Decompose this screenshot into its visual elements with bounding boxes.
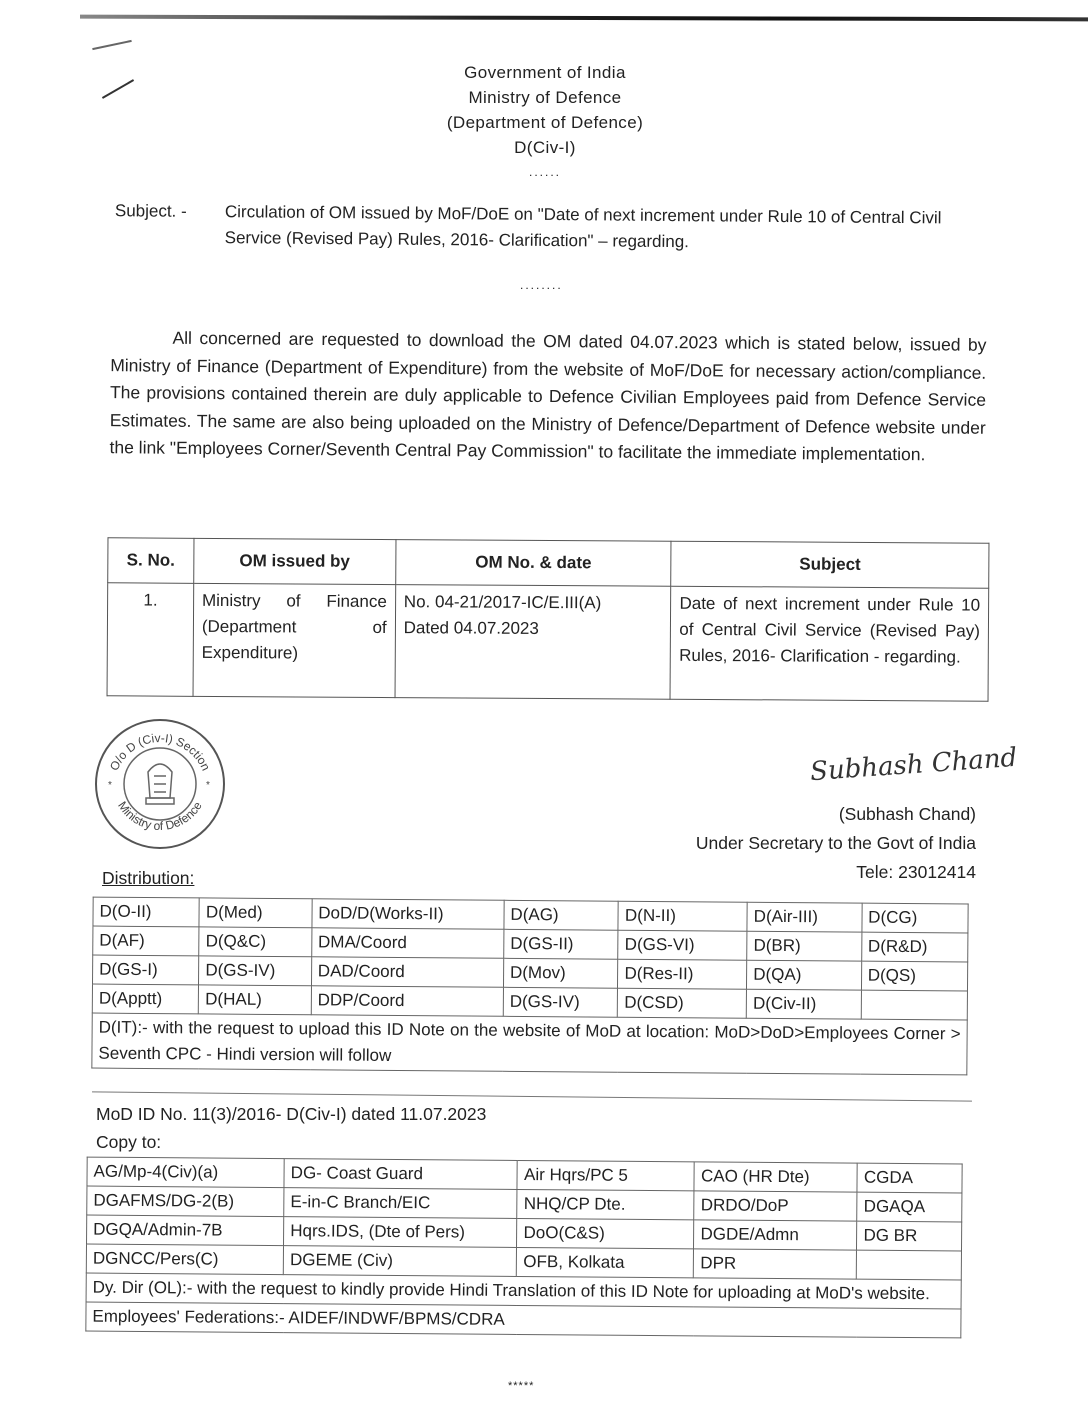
om-number: No. 04-21/2017-IC/E.III(A) [403, 592, 602, 613]
copy-ol-note: Dy. Dir (OL):- with the request to kindly provide Hindi Translation of this ID Note for uploading at MoD's website. [86, 1273, 961, 1309]
dist-cell: D(N-II) [618, 901, 747, 931]
copy-cell: DGEME (Civ) [283, 1246, 517, 1277]
end-stars: ***** [508, 1380, 535, 1392]
distribution-label: Distribution: [102, 868, 195, 888]
copy-to-table [85, 1157, 962, 1339]
pen-mark [92, 40, 132, 50]
scan-edge-line [80, 15, 1088, 22]
dist-cell: D(Apptt) [92, 984, 199, 1014]
copy-cell: DPR [694, 1249, 857, 1279]
copy-cell: DG- Coast Guard [284, 1159, 518, 1190]
dist-cell: D(O-II) [93, 897, 200, 927]
official-seal-icon [92, 716, 228, 852]
dist-cell: D(AF) [93, 926, 200, 956]
copy-cell: DRDO/DoP [694, 1191, 857, 1221]
copy-cell: E-in-C Branch/EIC [284, 1188, 518, 1219]
svg-text:O/o D (Civ-I) Section: O/o D (Civ-I) Section [106, 730, 214, 773]
body-paragraph [109, 324, 986, 469]
subject-text: Circulation of OM issued by MoF/DoE on "Date of next increment under Rule 10 of Central Civil Service (Revised Pay) Rules, 2016- Clarification" – regarding. [224, 202, 942, 252]
cell-issued-by: Ministry of Finance (Department of Expenditure) [193, 583, 396, 697]
col-header-issued-by: OM issued by [194, 538, 396, 584]
col-header-om-no: OM No. & date [395, 540, 671, 587]
copy-cell: CGDA [857, 1163, 962, 1193]
dist-cell: D(GS-I) [93, 955, 200, 985]
svg-text:Ministry of Defence: Ministry of Defence [115, 798, 205, 834]
signer-block [696, 800, 976, 887]
letterhead [380, 60, 710, 185]
copy-cell: Air Hqrs/PC 5 [517, 1160, 694, 1190]
signer-designation: Under Secretary to the Govt of India [695, 833, 976, 853]
subject-dots: ........ [520, 278, 563, 292]
dist-cell: DoD/D(Works-II) [312, 899, 504, 930]
dist-cell: D(GS-II) [504, 929, 619, 959]
body-paragraph-text: All concerned are requested to download the OM dated 04.07.2023 which is stated below, issued by Ministry of Finance (Department of Expenditure) from the website of MoF/DoE for necessary action/compliance. The provisions contained therein are duly applicable to Defence Civilian Employees paid from Defence Service Estimates. The same are also being uploaded on the Ministry of Defence/Department of Defence website under the link "Employees Corner/Seventh Central Pay Commission" to facilitate the immediate implementation. [109, 327, 987, 465]
copy-cell: DG BR [857, 1221, 962, 1251]
dist-cell: D(Res-II) [618, 959, 747, 989]
col-header-sno: S. No. [108, 538, 194, 584]
dist-cell: D(QS) [861, 961, 968, 991]
copy-cell: DGQA/Admin-7B [87, 1215, 284, 1246]
svg-text:*: * [206, 780, 210, 791]
header-ministry: Ministry of Defence [468, 88, 622, 107]
om-table [107, 537, 990, 701]
signer-name: (Subhash Chand) [838, 804, 976, 824]
dist-cell: D(Med) [199, 898, 312, 928]
copy-to-label: Copy to: [96, 1132, 162, 1152]
copy-cell: DGAFMS/DG-2(B) [87, 1186, 284, 1217]
copy-cell: AG/Mp-4(Civ)(a) [87, 1157, 284, 1188]
table-row [86, 1302, 961, 1338]
header-section: D(Civ-I) [514, 138, 576, 157]
table-row [92, 1013, 967, 1075]
copy-cell [857, 1250, 962, 1280]
om-table-header-row [108, 538, 989, 588]
dist-cell: D(HAL) [199, 985, 312, 1015]
dist-cell: D(GS-VI) [618, 930, 747, 960]
header-dots: ...... [528, 165, 561, 179]
dist-cell [861, 990, 968, 1020]
dist-cell: D(GS-IV) [503, 987, 618, 1017]
dist-cell: D(Civ-II) [746, 989, 861, 1019]
id-note-number: MoD ID No. 11(3)/2016- D(Civ-I) dated 11.07.2023 [96, 1104, 487, 1124]
copy-cell: CAO (HR Dte) [694, 1162, 857, 1192]
copy-cell: Hqrs.IDS, (Dte of Pers) [284, 1217, 518, 1248]
id-note-block [96, 1100, 486, 1156]
dist-cell: DDP/Coord [311, 986, 503, 1017]
dist-cell: D(CG) [862, 903, 969, 933]
subject-block [114, 198, 995, 252]
copy-cell: DGNCC/Pers(C) [86, 1244, 283, 1275]
svg-text:*: * [108, 780, 112, 791]
dist-cell: D(R&D) [861, 932, 968, 962]
dist-cell: D(CSD) [618, 988, 747, 1018]
dist-cell: D(GS-IV) [199, 956, 312, 986]
dist-cell: D(AG) [504, 900, 619, 930]
signature: Subhash Chand [809, 742, 1019, 788]
cell-sno: 1. [107, 583, 194, 697]
col-header-subject: Subject [671, 541, 989, 588]
dist-cell: DAD/Coord [311, 957, 503, 988]
header-department: (Department of Defence) [446, 113, 644, 132]
signer-tele: Tele: 23012414 [856, 862, 976, 882]
cell-om-no [395, 585, 671, 700]
distribution-table [91, 897, 968, 1076]
dist-cell: D(BR) [747, 931, 862, 961]
dist-cell: D(QA) [747, 960, 862, 990]
copy-federations-note: Employees' Federations:- AIDEF/INDWF/BPMS/CDRA [86, 1302, 961, 1338]
pen-mark [102, 79, 134, 99]
header-government: Government of India [464, 63, 626, 82]
table-row [107, 583, 989, 701]
dist-cell: D(Mov) [503, 958, 618, 988]
dist-cell: D(Air-III) [747, 902, 862, 932]
om-date: Dated 04.07.2023 [403, 618, 539, 638]
copy-cell: DGDE/Admn [694, 1220, 857, 1250]
copy-cell: NHQ/CP Dte. [517, 1189, 694, 1219]
copy-cell: OFB, Kolkata [517, 1247, 694, 1277]
cell-subject: Date of next increment under Rule 10 of Central Civil Service (Revised Pay) Rules, 2016- Clarification - regarding. [670, 586, 988, 701]
copy-cell: DGAQA [857, 1192, 962, 1222]
dist-cell: DMA/Coord [311, 928, 503, 959]
distribution-it-note: D(IT):- with the request to upload this ID Note on the website of MoD at location: MoD>DoD>Employees Corner > Seventh CPC - Hindi version will follow [92, 1013, 967, 1075]
subject-label: Subject. - [114, 201, 187, 221]
dist-cell: D(Q&C) [199, 927, 312, 957]
copy-cell: DoO(C&S) [517, 1218, 694, 1248]
